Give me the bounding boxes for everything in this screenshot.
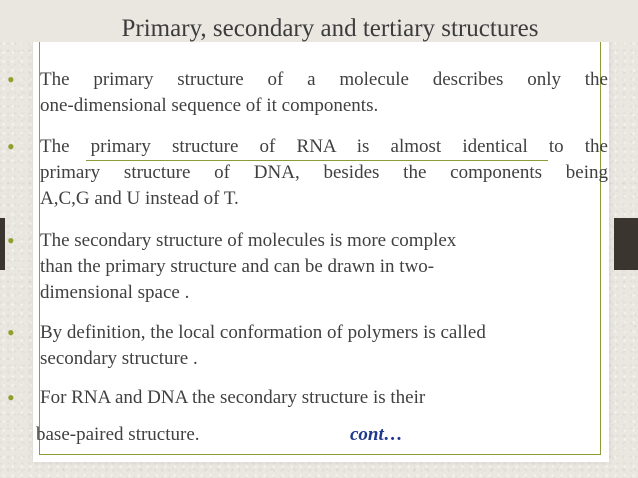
bullet-5-line-2: base-paired structure. <box>36 424 200 445</box>
right-edge-tab <box>614 218 638 270</box>
left-edge-tab <box>0 218 5 270</box>
bullet-icon: • <box>7 385 15 410</box>
bullet-icon: • <box>7 228 15 253</box>
bullet-5-line-1: For RNA and DNA the secondary structure is their <box>40 387 426 408</box>
bullet-4-line-1: By definition, the local conformation of polymers is called <box>40 322 486 343</box>
bullet-icon: • <box>7 67 15 92</box>
bullet-1-line-2: one-dimensional sequence of it components. <box>40 95 379 116</box>
bullet-3-line-1: The secondary structure of molecules is more complex <box>40 230 457 251</box>
continuation-label: cont… <box>350 424 403 445</box>
bullet-3-line-2: than the primary structure and can be drawn in two- <box>40 256 435 277</box>
bullet-1-line-1: The primary structure of a molecule describes only the <box>40 69 608 90</box>
bullet-2-line-3: A,C,G and U instead of T. <box>40 188 239 209</box>
bullet-icon: • <box>7 134 15 159</box>
slide-title: Primary, secondary and tertiary structures <box>121 15 539 42</box>
bullet-4-line-2: secondary structure . <box>40 348 198 369</box>
bullet-icon: • <box>7 320 15 345</box>
bullet-3-line-3: dimensional space . <box>40 282 190 303</box>
bullet-2-line-1: The primary structure of RNA is almost identical to the <box>40 136 608 157</box>
bullet-2-line-2: primary structure of DNA, besides the components being <box>40 162 608 183</box>
